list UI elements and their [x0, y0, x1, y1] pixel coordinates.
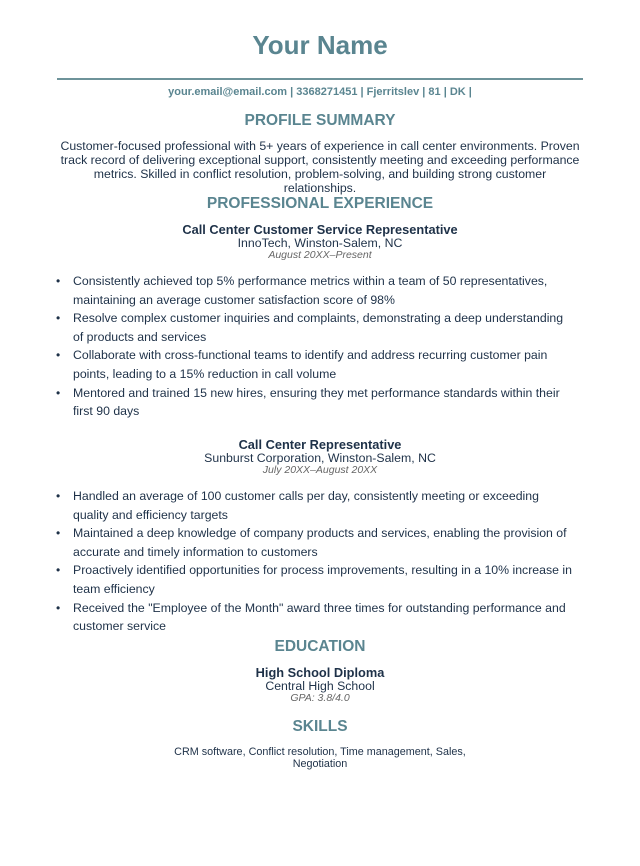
- job-company: InnoTech, Winston-Salem, NC: [237, 236, 403, 250]
- job-bullet: [56, 524, 576, 561]
- job-bullet-text: Proactively identified opportunities for process improvements, resulting in a 10% increase in team efficiency: [73, 563, 572, 596]
- bullet-icon: •: [56, 489, 61, 503]
- job-bullet: [56, 309, 576, 346]
- job-bullet-text: Maintained a deep knowledge of company products and services, enabling the provision of accurate and timely information to customers: [73, 526, 567, 559]
- job-bullet: [56, 272, 576, 309]
- job-bullet-text: Consistently achieved top 5% performance metrics within a team of 50 representatives, maintaining an average customer satisfaction score of 98%: [73, 274, 548, 307]
- job-bullet: [56, 346, 576, 383]
- bullet-icon: •: [56, 563, 61, 578]
- section-title-experience: PROFESSIONAL EXPERIENCE: [206, 195, 434, 212]
- job-bullet: [56, 599, 576, 636]
- section-title-education: EDUCATION: [274, 638, 366, 655]
- job-title: Call Center Representative: [238, 437, 402, 452]
- job-bullet-text: Resolve complex customer inquiries and complaints, demonstrating a deep understanding of products and services: [73, 311, 564, 344]
- section-title-skills: SKILLS: [292, 718, 348, 735]
- bullet-icon: •: [56, 348, 61, 363]
- job-bullet-text: Collaborate with cross-functional teams to identify and address recurring customer pain points, leading to a 15% reduction in call volume: [73, 348, 548, 381]
- job-bullet-text: Received the "Employee of the Month" award three times for outstanding performance and customer service: [73, 600, 566, 634]
- education-degree: High School Diploma: [255, 665, 385, 680]
- job-bullet: [56, 561, 576, 598]
- job-bullet-list: [56, 272, 576, 421]
- bullet-icon: •: [56, 311, 61, 326]
- bullet-icon: •: [56, 385, 61, 400]
- education-school: Central High School: [265, 679, 375, 693]
- contact-line: your.email@email.com | 3368271451 | Fjerritslev | 81 | DK |: [168, 86, 472, 98]
- resume-name: Your Name: [252, 30, 388, 60]
- job-dates: July 20XX–August 20XX: [262, 464, 378, 476]
- job-bullet-text: Mentored and trained 15 new hires, ensuring they met performance standards within their first 90 days: [73, 385, 560, 419]
- profile-summary-text: Customer-focused professional with 5+ years of experience in call center environments. Proven track record of delivering exceptional support, consistently meeting and exceeding performance metrics. Skilled in conflict resolution, problem-solving, and building strong customer relationships.: [60, 139, 580, 195]
- education-gpa: GPA: 3.8/4.0: [290, 692, 350, 704]
- section-title-profile: PROFILE SUMMARY: [244, 112, 396, 129]
- skills-text: CRM software, Conflict resolution, Time management, Sales, Negotiation: [174, 746, 466, 770]
- job-dates: August 20XX–Present: [268, 249, 372, 261]
- job-bullet-list: [56, 487, 576, 636]
- job-bullet: [56, 384, 576, 421]
- job-company: Sunburst Corporation, Winston-Salem, NC: [204, 451, 436, 465]
- bullet-icon: •: [56, 600, 61, 615]
- job-title: Call Center Customer Service Representative: [182, 222, 458, 237]
- bullet-icon: •: [56, 526, 61, 541]
- header-divider: [57, 78, 583, 80]
- job-bullet-text: Handled an average of 100 customer calls per day, consistently meeting or exceeding quality and efficiency targets: [73, 489, 539, 522]
- job-bullet: [56, 487, 576, 524]
- bullet-icon: •: [56, 274, 61, 288]
